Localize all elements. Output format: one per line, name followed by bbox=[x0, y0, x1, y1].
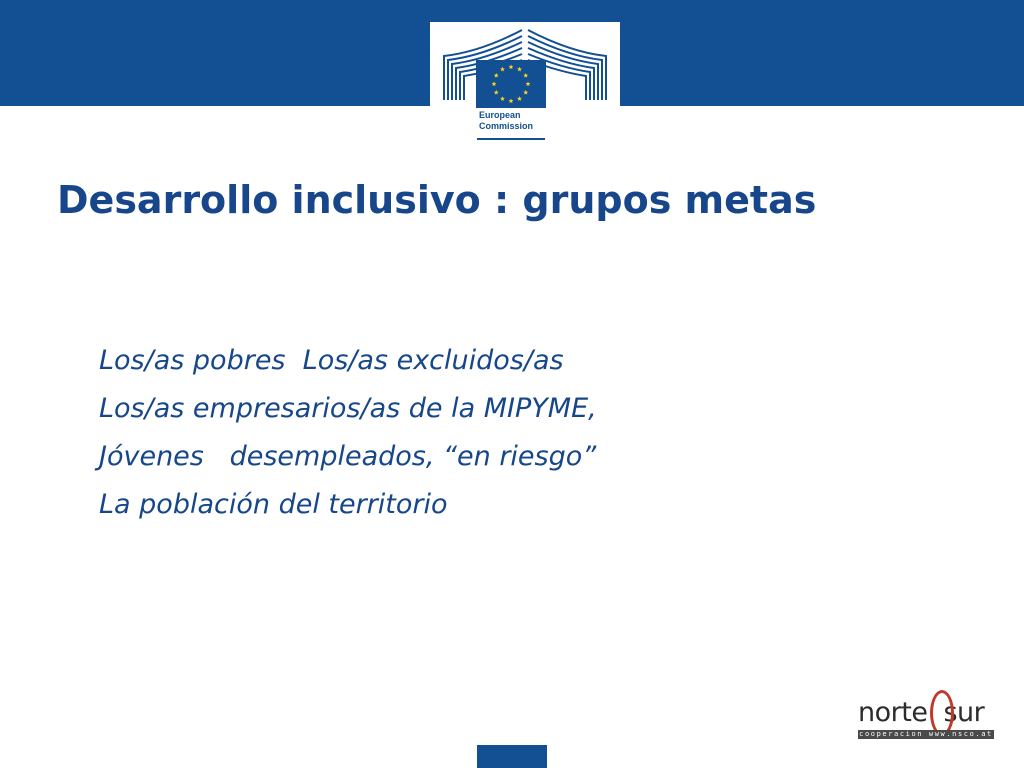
footer-tab bbox=[477, 745, 547, 768]
norte-sur-wordmark: norte sur bbox=[858, 697, 985, 728]
norte-sur-tagline: cooperacion www.nsco.at bbox=[859, 730, 993, 738]
european-commission-logo bbox=[430, 22, 620, 144]
list-item: Los/as empresarios/as de la MIPYME, bbox=[99, 393, 597, 424]
ec-wordmark-line2: Commission bbox=[479, 121, 534, 131]
ec-wordmark-line1: European bbox=[479, 110, 521, 120]
list-item: Los/as pobres Los/as excluidos/as bbox=[99, 345, 564, 376]
slide-title: Desarrollo inclusivo : grupos metas bbox=[57, 178, 817, 222]
list-item: La población del territorio bbox=[99, 489, 448, 520]
ec-wordmark bbox=[479, 110, 533, 132]
ec-underline bbox=[477, 138, 545, 140]
target-groups-list bbox=[99, 337, 597, 529]
norte-sur-logo bbox=[858, 690, 994, 744]
list-item: Jóvenes desempleados, “en riesgo” bbox=[99, 441, 597, 472]
